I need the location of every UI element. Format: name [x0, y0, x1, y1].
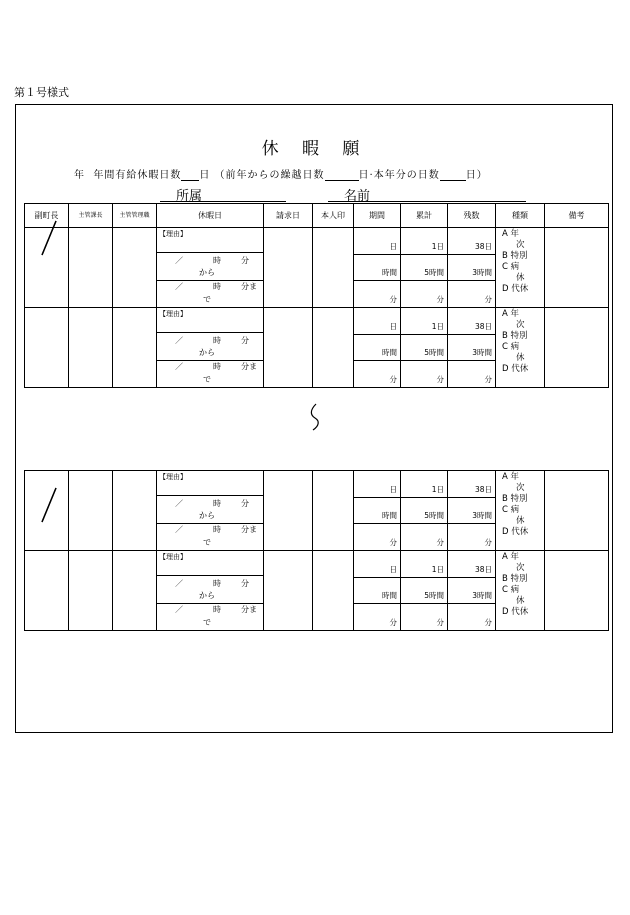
header-leave-date: 休暇日 — [157, 204, 264, 228]
period-hour: 時間 — [354, 255, 400, 282]
remaining-day: 38日 — [448, 228, 495, 255]
name-label: 名前 — [344, 189, 371, 204]
annual-days-blank[interactable] — [181, 170, 199, 181]
to-date-slash: ／ — [175, 362, 183, 371]
remaining-day: 38日 — [448, 308, 495, 335]
to-minute: 分ま — [241, 525, 257, 534]
diagonal-slash-icon — [39, 218, 59, 258]
leave-table-bottom — [24, 470, 609, 631]
form-number: 第１号様式 — [14, 86, 69, 99]
remaining-minute: 分 — [484, 375, 492, 385]
to-minute: 分ま — [241, 282, 257, 291]
seal-cell[interactable] — [313, 471, 354, 551]
deputy-mayor-stamp[interactable] — [25, 308, 69, 388]
remarks-cell[interactable] — [545, 471, 609, 551]
cumulative-minute: 分 — [436, 295, 444, 305]
request-date-cell[interactable] — [264, 308, 313, 388]
carryover-label: （前年からの繰越日数 — [214, 170, 325, 181]
type-special: B 特別 — [502, 331, 528, 341]
leave-date-cell[interactable] — [157, 471, 264, 551]
header-manager: 主管管理職 — [113, 204, 157, 228]
from-minute: 分 — [241, 336, 249, 345]
remaining-hour: 3時間 — [448, 255, 495, 282]
from-hour: 時 — [213, 499, 221, 508]
period-cell — [354, 308, 400, 387]
leave-table-top — [24, 203, 609, 388]
reason-label: 【理由】 — [159, 230, 187, 238]
type-annual: A 年 — [502, 229, 520, 239]
leave-type-options[interactable] — [496, 228, 544, 295]
header-remaining: 残数 — [448, 204, 496, 228]
department-field[interactable] — [160, 201, 286, 202]
from-hour: 時 — [213, 256, 221, 265]
leave-date-cell[interactable] — [157, 551, 264, 631]
to-label: で — [203, 375, 211, 384]
cumulative-cell — [401, 308, 447, 387]
seal-cell[interactable] — [313, 551, 354, 631]
name-field[interactable] — [328, 201, 526, 202]
header-cumulative: 累計 — [401, 204, 448, 228]
cumulative-cell — [401, 228, 447, 307]
table-row — [25, 308, 609, 388]
to-label: で — [203, 618, 211, 627]
reason-label: 【理由】 — [159, 553, 187, 561]
this-year-blank[interactable] — [440, 170, 466, 181]
remaining-cell — [448, 228, 495, 307]
to-date-slash: ／ — [175, 282, 183, 291]
to-date-slash: ／ — [175, 605, 183, 614]
from-hour: 時 — [213, 336, 221, 345]
diagonal-slash-icon — [39, 485, 59, 525]
remarks-cell[interactable] — [545, 228, 609, 308]
period-hour: 時間 — [354, 498, 400, 525]
remaining-hour: 3時間 — [448, 578, 495, 605]
leave-date-cell[interactable] — [157, 228, 264, 308]
period-hour: 時間 — [354, 335, 400, 362]
cumulative-day: 1日 — [401, 308, 447, 335]
period-day: 日 — [354, 471, 400, 498]
period-minute: 分 — [389, 295, 397, 305]
period-day: 日 — [354, 308, 400, 335]
cumulative-minute: 分 — [436, 618, 444, 628]
cumulative-day: 1日 — [401, 228, 447, 255]
remaining-cell — [448, 308, 495, 387]
cumulative-minute: 分 — [436, 375, 444, 385]
header-section-chief: 主管課長 — [69, 204, 113, 228]
section-chief-stamp[interactable] — [69, 308, 113, 388]
period-cell — [354, 228, 400, 307]
request-date-cell[interactable] — [264, 228, 313, 308]
header-remarks: 備考 — [545, 204, 609, 228]
to-label: で — [203, 538, 211, 547]
leave-type-options[interactable] — [496, 308, 544, 375]
reason-label: 【理由】 — [159, 310, 187, 318]
period-day: 日 — [354, 551, 400, 578]
from-minute: 分 — [241, 499, 249, 508]
remaining-minute: 分 — [484, 295, 492, 305]
type-sick-cont: 休 — [516, 353, 525, 363]
type-annual: A 年 — [502, 309, 520, 319]
to-date-slash: ／ — [175, 525, 183, 534]
to-hour: 時 — [213, 525, 221, 534]
from-date-slash: ／ — [175, 336, 183, 345]
type-substitute: D 代休 — [502, 607, 529, 617]
leave-date-cell[interactable] — [157, 308, 264, 388]
to-hour: 時 — [213, 362, 221, 371]
deputy-mayor-stamp[interactable] — [25, 551, 69, 631]
period-cell — [354, 471, 400, 550]
type-sick: C 病 — [502, 585, 520, 595]
remaining-hour: 3時間 — [448, 498, 495, 525]
to-hour: 時 — [213, 605, 221, 614]
type-annual: A 年 — [502, 552, 520, 562]
type-sick-cont: 休 — [516, 273, 525, 283]
cumulative-hour: 5時間 — [401, 335, 447, 362]
squiggle-icon — [307, 402, 323, 432]
cumulative-day: 1日 — [401, 471, 447, 498]
period-cell — [354, 551, 400, 630]
cumulative-day: 1日 — [401, 551, 447, 578]
type-sick-cont: 休 — [516, 516, 525, 526]
type-special: B 特別 — [502, 574, 528, 584]
table-row — [25, 228, 609, 308]
from-minute: 分 — [241, 579, 249, 588]
table-row — [25, 471, 609, 551]
remaining-minute: 分 — [484, 618, 492, 628]
manager-stamp[interactable] — [113, 471, 157, 551]
from-label: から — [199, 591, 215, 600]
seal-cell[interactable] — [313, 228, 354, 308]
type-annual-cont: 次 — [516, 563, 525, 573]
type-special: B 特別 — [502, 251, 528, 261]
period-minute: 分 — [389, 375, 397, 385]
type-sick: C 病 — [502, 342, 520, 352]
table-row — [25, 551, 609, 631]
type-sick-cont: 休 — [516, 596, 525, 606]
remaining-hour: 3時間 — [448, 335, 495, 362]
reason-label: 【理由】 — [159, 473, 187, 481]
type-substitute: D 代休 — [502, 527, 529, 537]
period-minute: 分 — [389, 538, 397, 548]
manager-stamp[interactable] — [113, 308, 157, 388]
day-unit-close: 日） — [465, 170, 488, 181]
annual-leave-label: 年間有給休暇日数 — [93, 170, 182, 181]
day-unit: 日 — [199, 170, 211, 181]
table-header — [25, 204, 609, 228]
seal-cell[interactable] — [313, 308, 354, 388]
remaining-day: 38日 — [448, 551, 495, 578]
section-chief-stamp[interactable] — [69, 551, 113, 631]
cumulative-cell — [401, 551, 447, 630]
remaining-day: 38日 — [448, 471, 495, 498]
from-label: から — [199, 511, 215, 520]
header-period: 期間 — [354, 204, 401, 228]
cumulative-hour: 5時間 — [401, 578, 447, 605]
remaining-cell — [448, 551, 495, 630]
type-annual: A 年 — [502, 472, 520, 482]
header-seal: 本人印 — [313, 204, 354, 228]
remarks-cell[interactable] — [545, 308, 609, 388]
from-minute: 分 — [241, 256, 249, 265]
to-label: で — [203, 295, 211, 304]
cumulative-minute: 分 — [436, 538, 444, 548]
remarks-cell[interactable] — [545, 551, 609, 631]
header-type: 種類 — [496, 204, 545, 228]
year-label: 年 — [74, 170, 85, 181]
cumulative-hour: 5時間 — [401, 498, 447, 525]
cumulative-cell — [401, 471, 447, 550]
header-request-date: 請求日 — [264, 204, 313, 228]
section-chief-stamp[interactable] — [69, 471, 113, 551]
request-date-cell[interactable] — [264, 471, 313, 551]
to-minute: 分ま — [241, 362, 257, 371]
type-substitute: D 代休 — [502, 284, 529, 294]
from-date-slash: ／ — [175, 579, 183, 588]
manager-stamp[interactable] — [113, 551, 157, 631]
from-date-slash: ／ — [175, 499, 183, 508]
form-title: 休 暇 願 — [261, 139, 369, 159]
to-hour: 時 — [213, 282, 221, 291]
leave-type-options[interactable] — [496, 551, 544, 618]
from-date-slash: ／ — [175, 256, 183, 265]
remaining-cell — [448, 471, 495, 550]
leave-type-options[interactable] — [496, 471, 544, 538]
department-label: 所属 — [176, 189, 203, 204]
to-minute: 分ま — [241, 605, 257, 614]
type-substitute: D 代休 — [502, 364, 529, 374]
type-annual-cont: 次 — [516, 240, 525, 250]
request-date-cell[interactable] — [264, 551, 313, 631]
period-day: 日 — [354, 228, 400, 255]
from-label: から — [199, 268, 215, 277]
cumulative-hour: 5時間 — [401, 255, 447, 282]
type-annual-cont: 次 — [516, 320, 525, 330]
type-sick: C 病 — [502, 505, 520, 515]
type-sick: C 病 — [502, 262, 520, 272]
this-year-label: 日·本年分の日数 — [358, 170, 440, 181]
remaining-minute: 分 — [484, 538, 492, 548]
manager-stamp[interactable] — [113, 228, 157, 308]
type-annual-cont: 次 — [516, 483, 525, 493]
from-hour: 時 — [213, 579, 221, 588]
section-chief-stamp[interactable] — [69, 228, 113, 308]
period-hour: 時間 — [354, 578, 400, 605]
type-special: B 特別 — [502, 494, 528, 504]
header-deputy-mayor: 副町長 — [25, 204, 69, 228]
carryover-blank[interactable] — [325, 170, 359, 181]
from-label: から — [199, 348, 215, 357]
period-minute: 分 — [389, 618, 397, 628]
leave-summary — [74, 166, 488, 181]
